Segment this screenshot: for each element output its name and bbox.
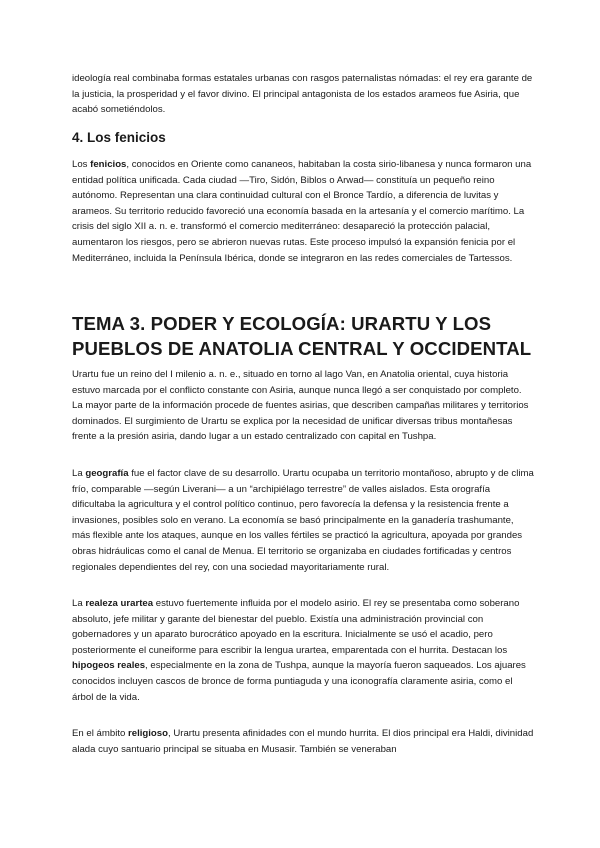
chapter-heading-tema3: [72, 311, 534, 361]
bold-term: realeza urartea: [85, 598, 154, 609]
chapter-title: TEMA 3. PODER Y ECOLOGÍA: URARTU Y LOS PUEBLOS DE ANATOLIA CENTRAL Y OCCIDENTAL: [72, 313, 532, 359]
paragraph-text: Urartu fue un reino del I milenio a. n. e., situado en torno al lago Van, en Anatolia oriental, cuya historia estuvo marcada por el conflicto constante con Asiria, aunque nunca llegó a ser conquistado por completo. La mayor parte de la información procede de fuentes asirias, que describen campañas militares y territorios dominados. El surgimiento de Urartu se explica por la necesidad de unificar diversas tribus montañesas frente a la presión asiria, dando lugar a un estado centralizado con capital en Tushpa.: [72, 369, 529, 443]
paragraph-religion: En el ámbito religioso, Urartu presenta afinidades con el mundo hurrita. El dios principal era Haldi, divinidad alada cuyo santuario principal se situaba en Musasir. También se veneraban: [72, 728, 534, 755]
bold-term: geografía: [85, 468, 129, 479]
paragraph-geografia: La geografía fue el factor clave de su desarrollo. Urartu ocupaba un territorio montañoso, abrupto y de clima frío, comparable —según Liverani— a un “archipiélago terrestre” de valles aislados. Esta orografía dificultaba la agricultura y el control político continuo, pero favorecía la defensa y la resistencia frente a invasiones, posibles solo en verano. La economía se basó principalmente en la ganadería trashumante, más flexible ante los ataques, aunque en los valles fértiles se practicó la agricultura, apoyada por grandes obras hidráulicas como el canal de Menua. El territorio se organizaba en ciudades fortificadas y centros regionales dependientes del rey, con una sociedad mayoritariamente rural.: [72, 468, 534, 573]
paragraph-fenicios: Los fenicios, conocidos en Oriente como cananeos, habitaban la costa sirio-libanesa y nunca formaron una entidad política unificada. Cada ciudad —Tiro, Sidón, Biblos o Arwad— constituía un pequeño reino autónomo. Representan una clara continuidad cultural con el Bronce Tardío, a diferencia de luvitas y arameos. Su territorio reducido favoreció una economía basada en la artesanía y el comercio marítimo. La crisis del siglo XII a. n. e. transformó el comercio mediterráneo: desapareció la protección palacial, aumentaron los riesgos, pero se abrieron nuevas rutas. Este proceso impulsó la expansión fenicia por el Mediterráneo, incluida la Península Ibérica, donde se integraron en las redes comerciales de Tartessos.: [72, 159, 532, 264]
bold-term: religioso: [128, 728, 168, 739]
bold-term: fenicios: [90, 159, 127, 170]
paragraph-urartu-intro: [72, 367, 534, 445]
paragraph-arameos-end: [72, 71, 534, 118]
paragraph-text: ideología real combinaba formas estatales urbanas con rasgos paternalistas nómadas: el rey era garante de la justicia, la prosperidad y el favor divino. El principal antagonista de los estados arameos fue Asiria, que acabó sometiéndolos.: [72, 73, 533, 116]
paragraph-realeza: La realeza urartea estuvo fuertemente influida por el modelo asirio. El rey se presentaba como soberano absoluto, jefe militar y garante del bienestar del pueblo. Existía una administración provincial con gobernadores y un aparato burocrático apoyado en la escritura. Inicialmente se usó el acadio, pero posteriormente el cuneiforme para escribir la lengua urartea, emparentada con el hurrita. Destacan los hipogeos reales, especialmente en la zona de Tushpa, aunque la mayoría fueron saqueados. Los ajuares conocidos incluyen cascos de bronce de forma puntiaguda y una iconografía claramente asiria, como el árbol de la vida.: [72, 598, 526, 703]
bold-term: hipogeos reales: [72, 660, 146, 672]
section-title: 4. Los fenicios: [72, 130, 166, 145]
section-heading-fenicios: [72, 129, 534, 147]
